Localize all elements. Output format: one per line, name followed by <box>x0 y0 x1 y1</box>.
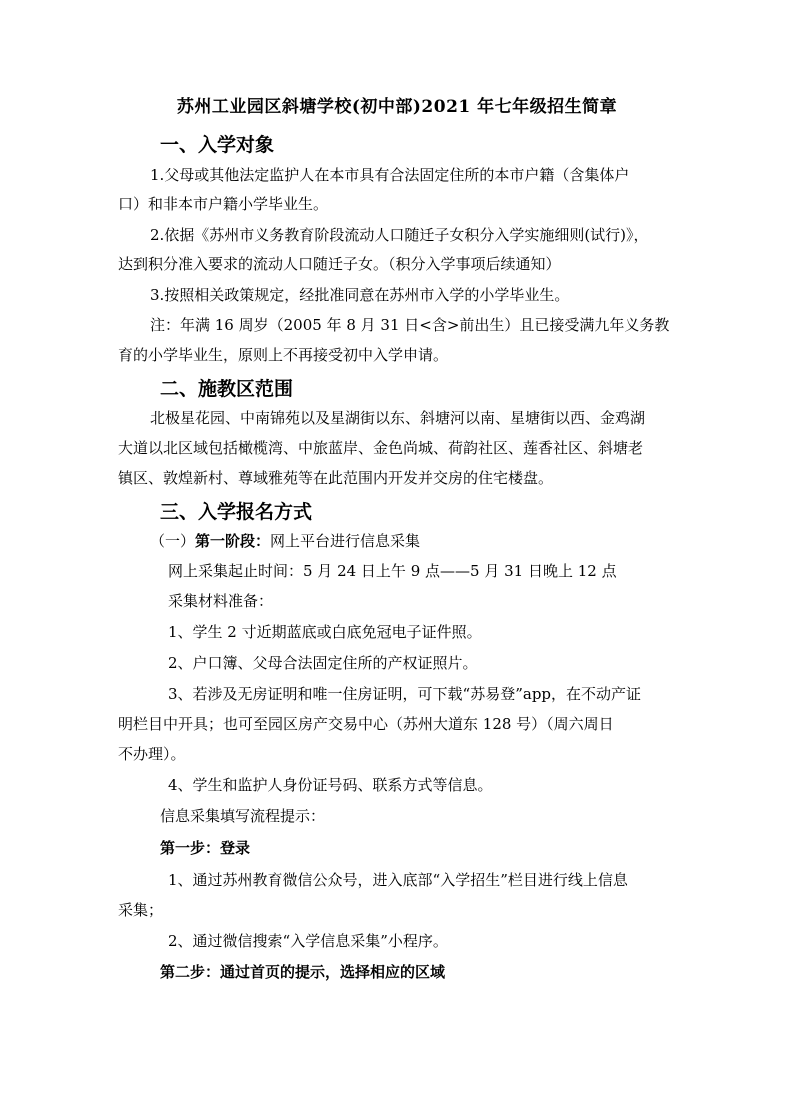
tips-heading: 信息采集填写流程提示： <box>160 807 326 825</box>
material-item: 2、户口簿、父母合法固定住所的产权证照片。 <box>168 654 478 672</box>
paragraph-line: 口）和非本市户籍小学毕业生。 <box>118 195 329 213</box>
materials-heading: 采集材料准备： <box>168 592 274 610</box>
step-item-cont: 采集； <box>118 901 164 919</box>
step-item: 2、通过微信搜索“入学信息采集”小程序。 <box>168 932 448 950</box>
paragraph-line: 北极星花园、中南锦苑以及星湖街以东、斜塘河以南、星塘街以西、金鸡湖 <box>150 409 646 427</box>
stage-prefix: （一） <box>150 532 196 550</box>
paragraph-line: 3.按照相关政策规定，经批准同意在苏州市入学的小学毕业生。 <box>150 286 570 304</box>
material-item: 4、学生和监护人身份证号码、联系方式等信息。 <box>168 776 493 794</box>
note-line: 育的小学毕业生，原则上不再接受初中入学申请。 <box>118 346 449 364</box>
paragraph-line: 镇区、敦煌新村、尊域雅苑等在此范围内开发并交房的住宅楼盘。 <box>118 469 554 487</box>
material-item: 3、若涉及无房证明和唯一住房证明，可下载“苏易登”app，在不动产证 <box>168 685 642 703</box>
collection-time: 网上采集起止时间：5 月 24 日上午 9 点——5 月 31 日晚上 12 点 <box>168 562 617 580</box>
paragraph-line: 达到积分准入要求的流动人口随迁子女。（积分入学事项后续通知） <box>118 255 561 273</box>
section-heading-admission-targets: 一、入学对象 <box>160 134 275 156</box>
step-heading: 第二步：通过首页的提示，选择相应的区域 <box>160 963 446 981</box>
material-item-cont: 不办理）。 <box>118 745 186 763</box>
section-heading-school-district: 二、施教区范围 <box>160 378 294 400</box>
stage-label: 第一阶段： <box>195 532 271 550</box>
page-title: 苏州工业园区斜塘学校(初中部)2021 年七年级招生简章 <box>176 97 618 117</box>
section-heading-registration-method: 三、入学报名方式 <box>160 501 313 523</box>
stage-line <box>150 527 420 556</box>
paragraph-line: 2.依据《苏州市义务教育阶段流动人口随迁子女积分入学实施细则(试行)》， <box>150 226 649 244</box>
paragraph-line: 1.父母或其他法定监护人在本市具有合法固定住所的本市户籍（含集体户 <box>150 166 630 184</box>
step-item: 1、通过苏州教育微信公众号，进入底部“入学招生”栏目进行线上信息 <box>168 871 628 889</box>
step-heading: 第一步：登录 <box>160 839 251 857</box>
stage-description: 网上平台进行信息采集 <box>270 532 421 550</box>
paragraph-line: 大道以北区域包括橄榄湾、中旅蓝岸、金色尚城、荷韵社区、莲香社区、斜塘老 <box>118 439 644 457</box>
material-item-cont: 明栏目中开具；也可至园区房产交易中心（苏州大道东 128 号）（周六周日 <box>118 715 614 733</box>
material-item: 1、学生 2 寸近期蓝底或白底免冠电子证件照。 <box>168 623 482 641</box>
note-line: 注：年满 16 周岁（2005 年 8 月 31 日<含>前出生）且已接受满九年义务教 <box>150 316 670 334</box>
